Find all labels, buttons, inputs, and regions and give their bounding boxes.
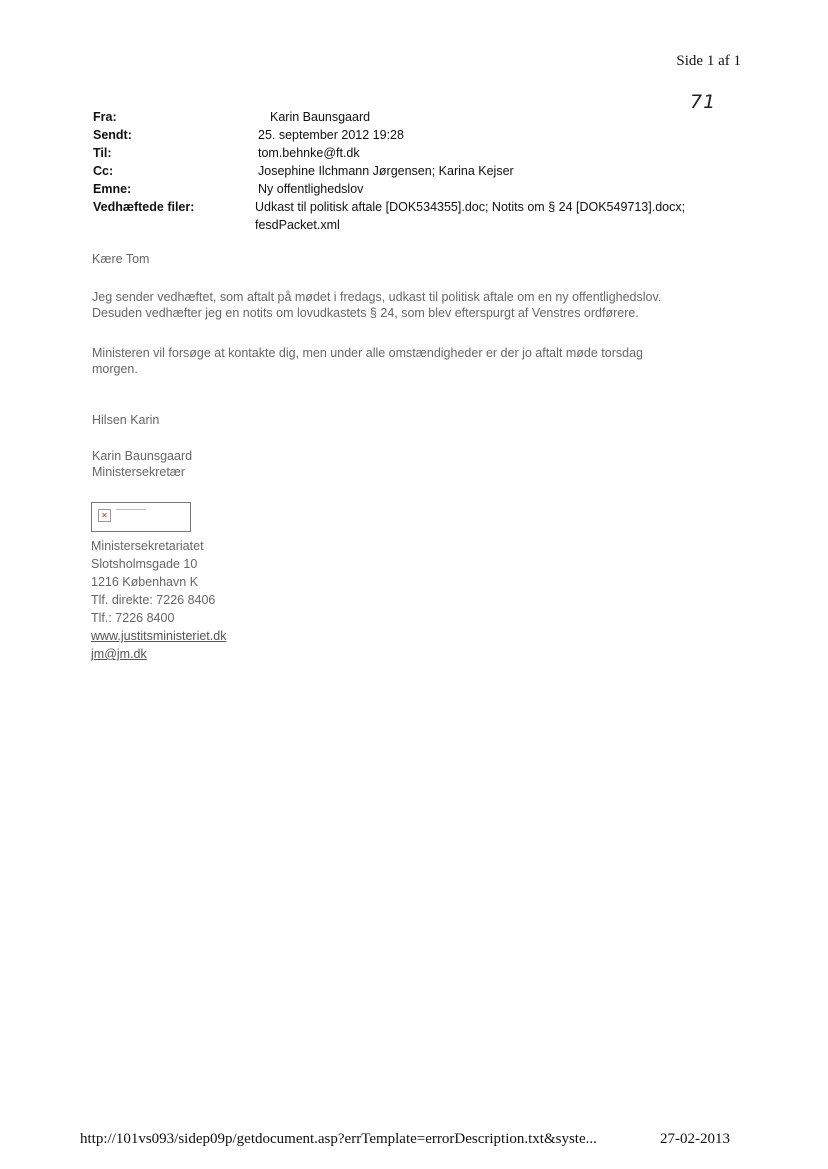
email-link[interactable]: jm@jm.dk	[91, 647, 147, 661]
sender-block	[92, 448, 742, 480]
city-address: 1216 København K	[91, 575, 199, 589]
paragraph-1	[92, 289, 742, 321]
attachments-line-1: Udkast til politisk aftale [DOK534355].doc; Notits om § 24 [DOK549713].docx;	[255, 200, 686, 214]
paragraph-2	[92, 345, 742, 377]
phone-direct: Tlf. direkte: 7226 8406	[91, 593, 216, 607]
sender-name: Karin Baunsgaard	[92, 449, 193, 463]
handwritten-page-mark: 71	[690, 91, 717, 113]
paragraph-2-line-2: morgen.	[92, 362, 138, 376]
cc-value: Josephine Ilchmann Jørgensen; Karina Kejser	[258, 164, 514, 178]
to-value: tom.behnke@ft.dk	[258, 146, 360, 160]
paragraph-1-line-1: Jeg sender vedhæftet, som aftalt på mødet i fredags, udkast til politisk aftale om en ny offentlighedslov.	[92, 290, 662, 304]
attachments-label: Vedhæftede filer:	[93, 200, 195, 214]
street-address: Slotsholmsgade 10	[91, 557, 198, 571]
header-row-cc	[93, 162, 750, 180]
footer-date: 27-02-2013	[660, 1131, 730, 1147]
sent-value: 25. september 2012 19:28	[258, 128, 404, 142]
sent-label: Sendt:	[93, 128, 132, 142]
header-row-subject	[93, 180, 750, 198]
phone-main: Tlf.: 7226 8400	[91, 611, 175, 625]
signature-image-placeholder	[91, 502, 191, 532]
subject-value: Ny offentlighedslov	[258, 182, 364, 196]
department-name: Ministersekretariatet	[91, 539, 204, 553]
greeting: Kære Tom	[92, 252, 150, 266]
from-value: Karin Baunsgaard	[270, 110, 371, 124]
page-number: Side 1 af 1	[676, 53, 741, 69]
footer-url: http://101vs093/sidep09p/getdocument.asp?errTemplate=errorDescription.txt&syste...	[80, 1131, 597, 1147]
sender-title: Ministersekretær	[92, 465, 186, 479]
attachments-line-2: fesdPacket.xml	[255, 218, 340, 232]
to-label: Til:	[93, 146, 112, 160]
email-header	[93, 108, 750, 234]
broken-image-icon: ✕	[98, 509, 111, 522]
cc-label: Cc:	[93, 164, 114, 178]
closing: Hilsen Karin	[92, 413, 160, 427]
subject-label: Emne:	[93, 182, 132, 196]
header-row-attachments	[93, 198, 750, 234]
paragraph-1-line-2: Desuden vedhæfter jeg en notits om lovudkastets § 24, som blev efterspurgt af Venstres ordførere.	[92, 306, 639, 320]
header-row-sent	[93, 126, 750, 144]
paragraph-2-line-1: Ministeren vil forsøge at kontakte dig, men under alle omstændigheder er der jo aftalt møde torsdag	[92, 346, 643, 360]
signature-address	[91, 537, 226, 663]
attachments-value	[255, 198, 738, 234]
broken-image-caption-line	[116, 509, 146, 510]
from-label: Fra:	[93, 110, 117, 124]
header-row-from	[93, 108, 750, 126]
website-link[interactable]: www.justitsministeriet.dk	[91, 629, 227, 643]
header-row-to	[93, 144, 750, 162]
